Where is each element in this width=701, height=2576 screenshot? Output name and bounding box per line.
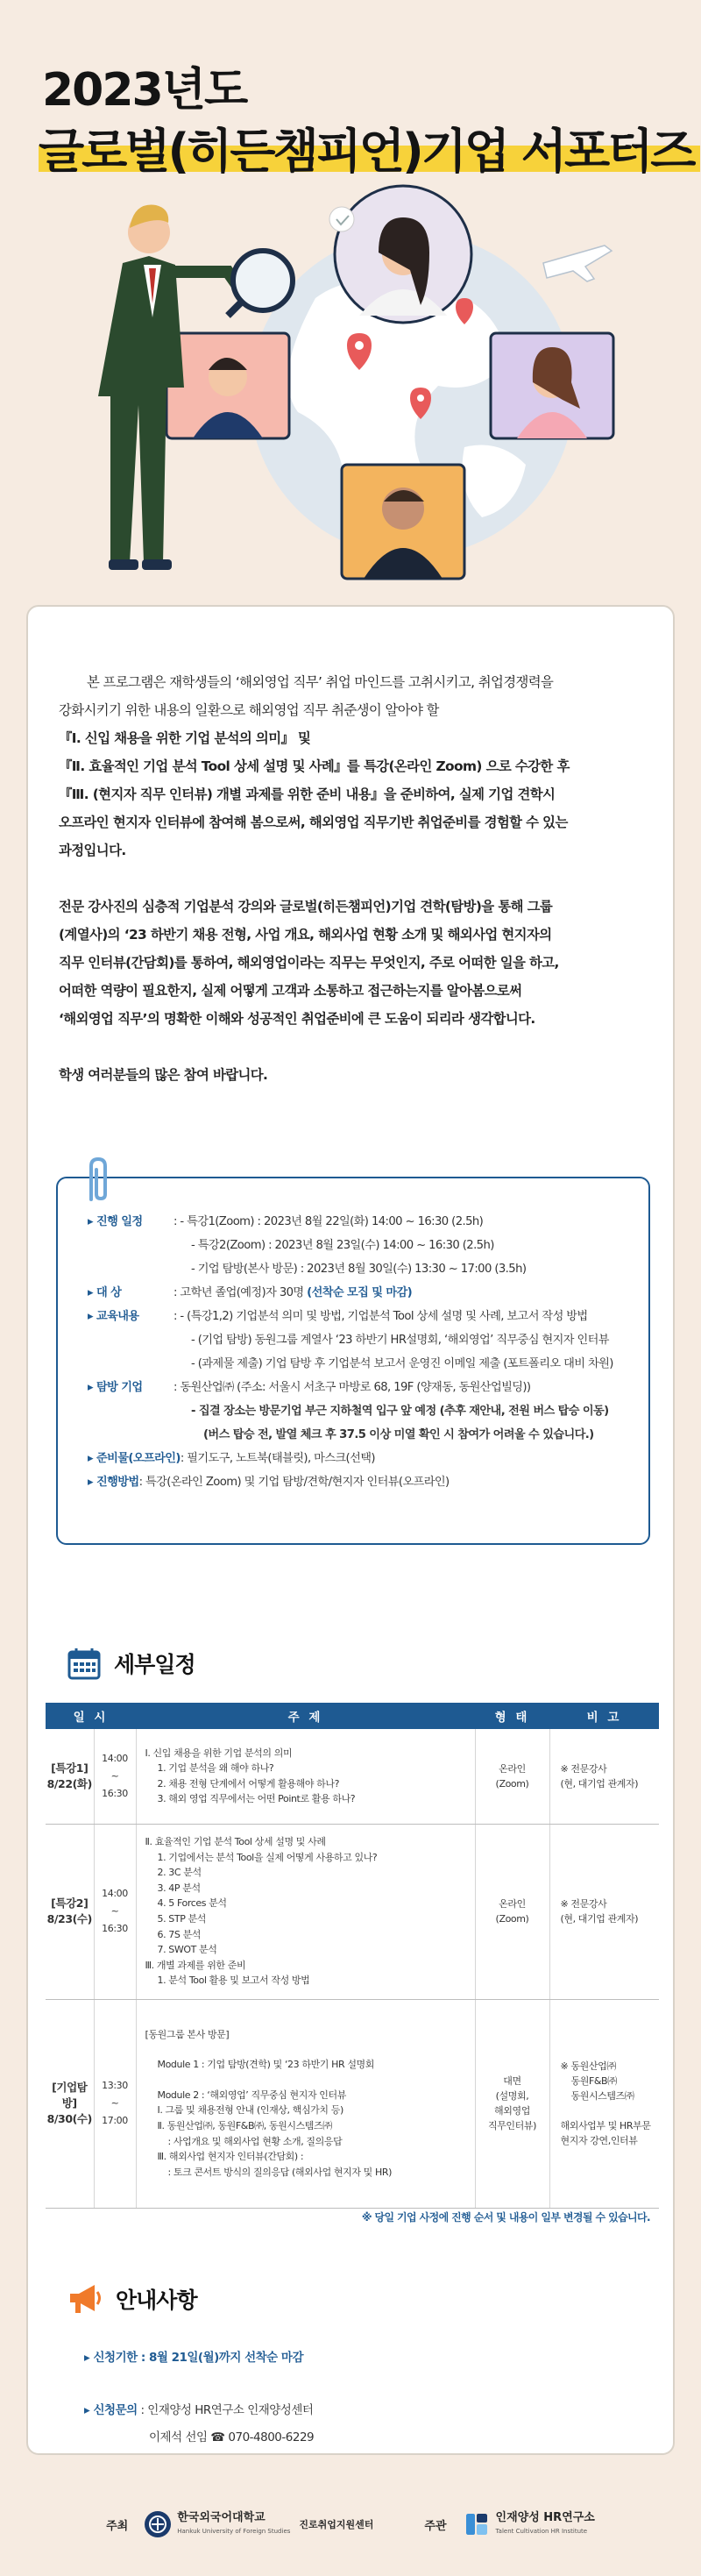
note-line: (현, 대기업 관계자) [560,1777,639,1790]
guide-key: ▸ 신청기한 [84,2351,138,2365]
video-card-bottom [342,465,464,579]
time-sep: ~ [110,1905,119,1917]
topic-line: 3. 4P 분석 [157,1882,201,1894]
note-line: 동원F&B㈜ [570,2075,617,2087]
intro-line: 과정입니다. [59,843,126,858]
info-value: - (기업 탐방) 동원그룹 계열사 ‘23 하반기 HR설명회, ‘해외영업’ 직무중심 현지자 인터뷰 [191,1334,609,1347]
info-key: ▸ 교육내용 [88,1305,184,1328]
schedule-topic [136,1999,475,2208]
note-line: 현지자 강연,인터뷰 [560,2135,638,2146]
topic-line: Ⅱ. 동원산업㈜, 동원F&B㈜, 동원시스템즈㈜ [157,2120,332,2131]
intro-line: 학생 여러분들의 많은 참여 바랍니다. [59,1067,268,1083]
schedule-header [67,1646,195,1681]
schedule-title: 세부일정 [114,1652,195,1677]
guide-value: : 8월 21일(월)까지 선착순 마감 [137,2351,303,2365]
guide-contact [84,2400,313,2417]
info-value: - 특강2(Zoom) : 2023년 8월 23일(수) 14:00 ~ 16:30 (2.5h) [191,1239,494,1252]
schedule-day [46,1729,94,1824]
info-value: : 필기도구, 노트북(태블릿), 마스크(선택) [180,1452,375,1465]
info-value: : 동원산업㈜ (주소: 서울시 서초구 마방로 68, 19F (양재동, 동원산업빌딩)) [173,1381,531,1394]
topic-line: : 사업개요 및 해외사업 현황 소개, 질의응답 [167,2135,343,2147]
schedule-disclaimer: ※ 당일 기업 사정에 진행 순서 및 내용이 일부 변경될 수 있습니다. [361,2211,650,2224]
schedule-note [549,1824,659,1999]
info-row-target [88,1281,631,1305]
target-emphasis: (선착순 모집 및 마감) [307,1286,413,1299]
page-title: 글로벌(히든챔피언)기업 서포터즈 [39,124,694,179]
schedule-time [94,1729,136,1824]
time-end: 16:30 [102,1787,128,1799]
table-row [46,1999,659,2208]
airplane-icon [543,246,612,281]
time-end: 16:30 [102,1923,128,1934]
topic-line: 4. 5 Forces 분석 [157,1897,227,1910]
hero [0,0,701,605]
note-line: 동원시스템즈㈜ [570,2090,634,2102]
topic-line: Ⅰ. 그룹 및 채용전형 안내 (인재상, 핵심가치 등) [157,2104,343,2117]
host-logo [144,2510,373,2538]
day-date: 8/30(수) [46,2112,92,2125]
intro-text [59,668,655,1117]
column-header: 비 고 [549,1703,659,1729]
info-row-education [88,1305,631,1328]
info-key: ▸ 대 상 [88,1281,184,1305]
day-date: 8/23(수) [46,1912,92,1925]
topic-line: Ⅲ. 해외사업 현지자 인터뷰(간담회) : [157,2151,304,2163]
megaphone-icon [67,2281,103,2316]
table-row [46,1729,659,1824]
intro-line: 『Ⅰ. 신입 채용을 위한 기업 분석의 의미』 및 [59,730,311,746]
schedule-time [94,1824,136,1999]
schedule-day [46,1999,94,2208]
info-key: ▸ 진행 일정 [88,1210,184,1234]
schedule-note [549,1999,659,2208]
time-start: 13:30 [102,2080,128,2091]
type-line: 대면 [503,2075,521,2087]
info-key: ▸ 준비물(오프라인) [88,1447,181,1470]
info-row-education [88,1352,631,1376]
institute-logo-icon [463,2510,491,2538]
info-value: : - 특강1(Zoom) : 2023년 8월 22일(화) 14:00 ~ 16:30 (2.5h) [173,1215,484,1228]
topic-line: : 토크 콘서트 방식의 질의응답 (해외사업 현지자 및 HR) [167,2166,392,2178]
info-value: (버스 탑승 전, 발열 체크 후 37.5 이상 미열 확인 시 참여가 어려울 수 있습니다.) [203,1428,594,1441]
intro-line: 전문 강사진의 심층적 기업분석 강의와 글로벌(히든챔피언)기업 견학(탐방)을 통해 그룹 [59,899,553,914]
page-title-year: 2023년도 [42,64,247,117]
host-label: 주최 [106,2519,129,2533]
topic-line: 1. 기업 분석을 왜 해야 하나? [157,1762,274,1775]
schedule-type [475,1824,549,1999]
info-row-visit [88,1423,631,1447]
info-value: : - (특강1,2) 기업분석 의미 및 방법, 기업분석 Tool 상세 설명 및 사례, 보고서 작성 방법 [173,1310,588,1323]
organizer-logo [463,2510,595,2538]
video-card-left [166,333,289,438]
guide-key: ▸ 신청문의 [84,2403,138,2417]
type-line: 해외영업 [494,2105,530,2117]
target-text: : 고학년 졸업(예정)자 30명 [173,1286,308,1299]
schedule-day [46,1824,94,1999]
schedule-topic [136,1824,475,1999]
schedule-table [46,1703,659,2209]
guide-title: 안내사항 [116,2288,197,2313]
topic-line: Module 1 : 기업 탐방(견학) 및 ‘23 하반기 HR 설명회 [157,2059,375,2071]
type-line: (Zoom) [495,1913,529,1925]
type-line: 온라인 [499,1898,526,1910]
topic-line: Ⅱ. 효율적인 기업 분석 Tool 상세 설명 및 사례 [145,1836,326,1848]
note-line: (현, 대기업 관계자) [560,1913,639,1925]
organizer-name: 인재양성 HR연구소 [495,2510,595,2524]
topic-line: Ⅲ. 개별 과제를 위한 준비 [145,1959,246,1971]
info-value: - 기업 탐방(본사 방문) : 2023년 8월 30일(수) 13:30 ~ 17:00 (3.5h) [191,1263,527,1276]
organizer-name-block [496,2512,595,2537]
guide-value: : 인재양성 HR연구소 인재양성센터 [137,2403,314,2417]
content-card [26,605,675,2455]
info-value: - 집결 장소는 방문기업 부근 지하철역 입구 앞 예정 (추후 재안내, 전원 버스 탑승 이동) [191,1405,609,1418]
type-line: 직무인터뷰) [487,2120,537,2131]
intro-paragraph-2 [59,893,655,1033]
schedule-note [549,1729,659,1824]
column-header: 일 시 [46,1703,136,1729]
info-row-visit [88,1399,631,1423]
intro-line: 오프라인 현지자 인터뷰에 참여해 봄으로써, 해외영업 직무기반 취업준비를 경험할 수 있는 [59,815,568,830]
topic-line: 6. 7S 분석 [157,1928,202,1940]
info-value: : 특강(온라인 Zoom) 및 기업 탐방/견학/현지자 인터뷰(오프라인) [138,1476,450,1489]
paperclip-icon [81,1156,116,1206]
host-dept: 진로취업지원센터 [299,2519,374,2530]
topic-line: Module 2 : ‘해외영업’ 직무중심 현지자 인터뷰 [157,2089,346,2101]
guide-contact-person [149,2427,314,2444]
type-line: 온라인 [499,1762,526,1775]
topic-line: 1. 기업에서는 분석 Tool을 실제 어떻게 사용하고 있나? [157,1851,378,1863]
time-start: 14:00 [102,1752,128,1764]
info-row-prep [88,1447,631,1470]
schedule-type [475,1729,549,1824]
info-row-schedule [88,1257,631,1281]
schedule-table-header [46,1703,659,1729]
column-header: 형 태 [475,1703,549,1729]
day-label: [기업탐방] [52,2081,88,2110]
intro-line: 직무 인터뷰(간담회)를 통하여, 해외영업이라는 직무는 무엇인지, 주로 어떠한 일을 하고, [59,955,559,971]
info-value [173,1281,631,1305]
hero-illustration [53,184,648,596]
info-row-visit [88,1376,631,1399]
info-row-method [88,1470,631,1494]
type-line: (Zoom) [495,1777,529,1790]
info-row-schedule [88,1234,631,1257]
video-card-right [491,333,613,438]
schedule-topic [136,1729,475,1824]
time-end: 17:00 [102,2115,128,2126]
topic-line: [동원그룹 본사 방문] [145,2028,230,2040]
info-key: ▸ 탐방 기업 [88,1376,184,1399]
schedule-type [475,1999,549,2208]
intro-line: 『Ⅲ. (현지자 직무 인터뷰) 개별 과제를 위한 준비 내용』을 준비하여, 실제 기업 견학시 [59,786,556,802]
day-label: [특강2] [51,1896,89,1910]
topic-line: 1. 분석 Tool 활용 및 보고서 작성 방법 [157,1975,310,1987]
topic-line: 2. 3C 분석 [157,1867,202,1879]
topic-line: Ⅰ. 신입 채용을 위한 기업 분석의 의미 [145,1747,293,1759]
intro-paragraph-3 [59,1061,655,1089]
intro-paragraph-1 [59,668,655,865]
info-row-schedule [88,1210,631,1234]
note-line: 해외사업부 및 HR부문 [560,2120,651,2131]
info-key: ▸ 진행방법 [88,1470,139,1494]
guide-deadline [84,2347,303,2365]
type-line: (설명회, [495,2090,529,2102]
time-start: 14:00 [102,1888,128,1899]
intro-line: (계열사)의 ‘23 하반기 채용 전형, 사업 개요, 해외사업 현황 소개 및 해외사업 현지자의 [59,927,552,943]
topic-line: 7. SWOT 분석 [157,1944,217,1956]
schedule-time [94,1999,136,2208]
host-name-en: Hankuk University of Foreign Studies [177,2527,291,2535]
organizer-label: 주관 [424,2519,447,2533]
calendar-icon [67,1646,102,1681]
host-name-block [177,2512,290,2537]
university-emblem-icon [144,2510,172,2538]
organizer-name-en: Talent Cultivation HR Institute [495,2527,588,2535]
page-title-wrap [39,114,693,181]
column-header: 주 제 [136,1703,475,1729]
note-line: ※ 전문강사 [560,1898,607,1910]
topic-line: 2. 채용 전형 단계에서 어떻게 활용해야 하나? [157,1777,340,1790]
note-line: ※ 동원산업㈜ [560,2060,616,2072]
day-label: [특강1] [51,1761,89,1775]
day-date: 8/22(화) [46,1776,92,1790]
guide-value: 이제석 선임 ☎ 070-4800-6229 [149,2430,315,2444]
intro-line: ‘해외영업 직무’의 명확한 이해와 성공적인 취업준비에 큰 도움이 되리라 생각합니다. [59,1011,535,1027]
intro-line: 본 프로그램은 재학생들의 ‘해외영업 직무’ 취업 마인드를 고취시키고, 취업경쟁력을 [87,674,554,690]
intro-line: 『Ⅱ. 효율적인 기업 분석 Tool 상세 설명 및 사례』를 특강(온라인 Zoom) 으로 수강한 후 [59,758,570,774]
time-sep: ~ [110,2097,119,2109]
topic-line: 3. 해외 영업 직무에서는 어떤 Point로 활용 하나? [157,1793,356,1805]
note-line: ※ 전문강사 [560,1762,607,1775]
info-value: - (과제물 제출) 기업 탐방 후 기업분석 보고서 운영진 이메일 제출 (포트폴리오 대비 차원) [191,1357,613,1370]
time-sep: ~ [110,1769,119,1782]
host-name: 한국외국어대학교 [177,2510,266,2524]
guide-header [67,2281,197,2316]
table-row [46,1824,659,1999]
intro-line: 어떠한 역량이 필요한지, 실제 어떻게 고객과 소통하고 접근하는지를 알아봄으로써 [59,983,522,999]
intro-line: 강화시키기 위한 내용의 일환으로 해외영업 직무 취준생이 알아야 할 [59,702,439,718]
program-info-box [56,1177,650,1545]
info-row-education [88,1328,631,1352]
topic-line: 5. STP 분석 [157,1913,206,1925]
footer [0,2473,701,2576]
